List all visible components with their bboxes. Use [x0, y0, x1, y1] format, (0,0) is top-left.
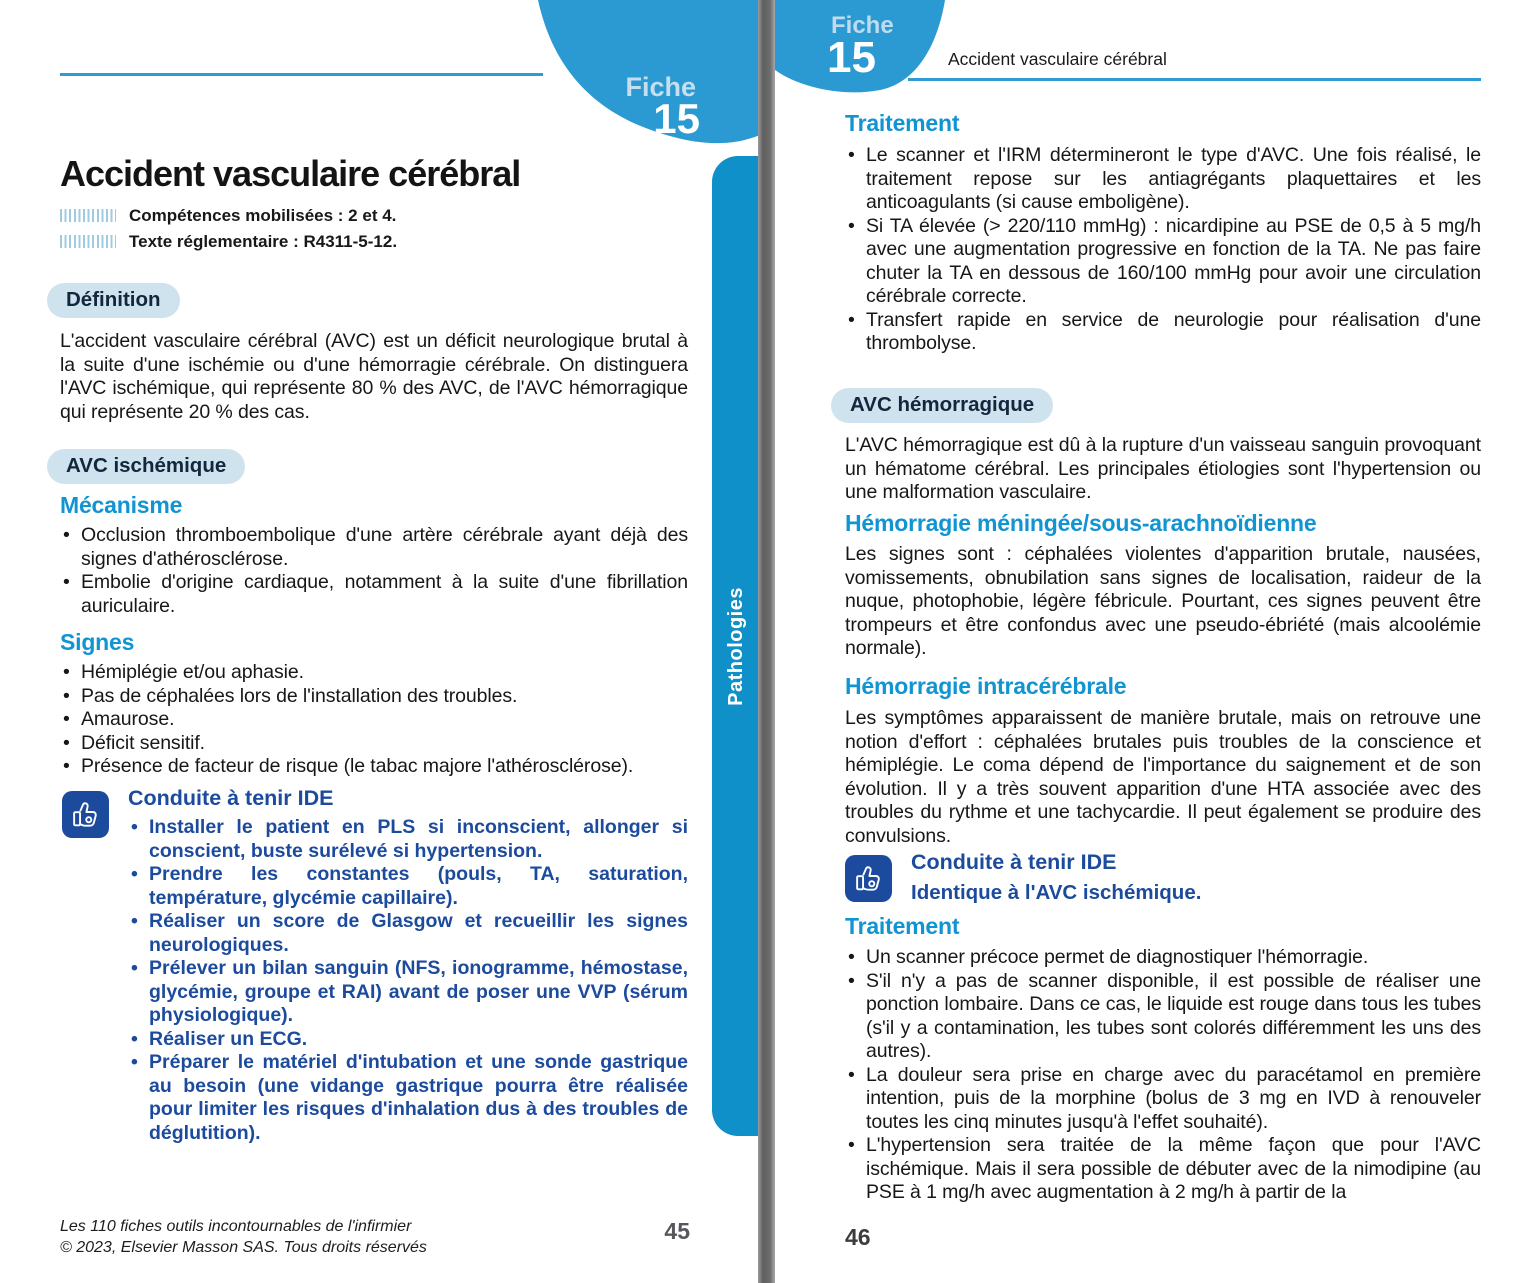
- fiche-number: 15: [827, 33, 876, 82]
- list-item: • Prélever un bilan sanguin (NFS, ionogramme, hémostase, glycémie, groupe et RAI) avant de poser une VVP (sérum physiologique).: [128, 957, 688, 1028]
- traitement-1-list: [845, 144, 1481, 356]
- meta-block: [60, 204, 397, 256]
- list-item: • Embolie d'origine cardiaque, notamment à la suite d'une fibrillation auriculaire.: [60, 571, 688, 618]
- page-number-right: 46: [845, 1224, 871, 1250]
- meta-line: [60, 204, 397, 227]
- list-item: • Le scanner et l'IRM détermineront le type d'AVC. Une fois réalisé, le traitement repose sur les antiagrégants plaquettaires et les anticoagulants (si cause emboligène).: [845, 144, 1481, 215]
- fiche-badge-left: [518, 0, 760, 155]
- section-pill-definition: Définition: [47, 283, 180, 318]
- fiche-label: Fiche: [625, 72, 696, 102]
- hatch-icon: [60, 209, 116, 222]
- signes-list: [60, 661, 688, 779]
- list-item: • Occlusion thromboembolique d'une artère cérébrale ayant déjà des signes d'athérosclérose.: [60, 524, 688, 571]
- traitement-2-list: [845, 946, 1481, 1205]
- section-pill-avc-hemorragique: AVC hémorragique: [831, 388, 1053, 423]
- conduite-block-left: [62, 786, 688, 1145]
- list-item: • Réaliser un score de Glasgow et recueillir les signes neurologiques.: [128, 910, 688, 957]
- list-item: • Amaurose.: [60, 708, 688, 732]
- conduite-heading: Conduite à tenir IDE: [911, 850, 1117, 874]
- running-head: Accident vasculaire cérébral: [948, 49, 1167, 69]
- intracerebrale-paragraph: Les symptômes apparaissent de manière brutale, mais on retrouve une notion d'effort : céphalées brutales puis troubles de la conscience et hémiplégie. Le coma dépend de l'importance du saignement et de son évolution. Il y a très souvent apparition d'une HTA associée avec des troubles du rythme et une tachycardie. Il peut également se produire des convulsions.: [845, 707, 1481, 847]
- thumbs-up-icon: [62, 791, 109, 838]
- meta-text: Texte réglementaire : R4311-5-12.: [129, 231, 398, 251]
- definition-paragraph: L'accident vasculaire cérébral (AVC) est un déficit neurologique brutal à la suite d'une ischémie ou d'une hémorragie cérébrale. On distinguera l'AVC ischémique, qui représente 80 % des AVC, de l'AVC hémorragique qui représente 20 % des cas.: [60, 330, 688, 423]
- list-item: • Réaliser un ECG.: [128, 1028, 688, 1052]
- hatch-icon: [60, 235, 116, 248]
- fiche-number: 15: [653, 95, 700, 142]
- page-gutter: [758, 0, 775, 1283]
- fiche-label: Fiche: [831, 12, 894, 39]
- list-item: • Pas de céphalées lors de l'installation des troubles.: [60, 685, 688, 709]
- footer-series-title: Les 110 fiches outils incontournables de l'infirmier: [60, 1218, 412, 1235]
- conduite-heading: Conduite à tenir IDE: [128, 786, 334, 810]
- thumbs-up-icon: [845, 855, 892, 902]
- list-item: • Un scanner précoce permet de diagnostiquer l'hémorragie.: [845, 946, 1481, 970]
- list-item: • S'il n'y a pas de scanner disponible, il est possible de réaliser une ponction lombaire. Dans ce cas, le liquide est rouge dans tous les tubes (s'il y a contamination, les tubes sont colorés différemment les uns des autres).: [845, 970, 1481, 1064]
- heading-mecanisme: Mécanisme: [60, 492, 183, 518]
- heading-hemorragie-meningee: Hémorragie méningée/sous-arachnoïdienne: [845, 510, 1317, 536]
- list-item: • Transfert rapide en service de neurologie pour réalisation d'une thrombolyse.: [845, 309, 1481, 356]
- footer: [60, 1216, 427, 1258]
- heading-traitement-1: Traitement: [845, 110, 960, 136]
- hemorragique-intro: L'AVC hémorragique est dû à la rupture d'un vaisseau sanguin provoquant un hématome cérébral. Les principales étiologies sont l'hypertension ou une malformation vasculaire.: [845, 434, 1481, 503]
- footer-copyright: © 2023, Elsevier Masson SAS. Tous droits réservés: [60, 1239, 427, 1256]
- page-number-left: 45: [664, 1218, 690, 1244]
- meningee-paragraph: Les signes sont : céphalées violentes d'apparition brutale, nausées, vomissements, obnubilation sans signes de localisation, raideur de la nuque, photophobie, légère fébricule. Pourtant, ces signes peuvent être trompeurs et être confondus avec une pseudo-ébriété (mais alcoolémie normale).: [845, 543, 1481, 659]
- conduite-text: Identique à l'AVC ischémique.: [911, 881, 1202, 904]
- list-item: • L'hypertension sera traitée de la même façon que pour l'AVC ischémique. Mais il sera possible de débuter avec de la nimodipine (au PSE à 1 mg/h avec augmentation à 2 mg/h à partir de la: [845, 1134, 1481, 1205]
- list-item: • Prendre les constantes (pouls, TA, saturation, température, glycémie capillaire).: [128, 863, 688, 910]
- heading-traitement-2: Traitement: [845, 913, 960, 939]
- meta-line: [60, 230, 397, 253]
- mecanisme-list: [60, 524, 688, 618]
- list-item: • Déficit sensitif.: [60, 732, 688, 756]
- heading-signes: Signes: [60, 629, 135, 655]
- list-item: • Installer le patient en PLS si inconscient, allonger si conscient, buste surélevé si hypertension.: [128, 816, 688, 863]
- list-item: • Si TA élevée (> 220/110 mmHg) : nicardipine au PSE de 0,5 à 5 mg/h avec une augmentation progressive en fonction de la TA. Ne pas faire chuter la TA en dessous de 160/100 mmHg pour avoir une circulation cérébrale correcte.: [845, 215, 1481, 309]
- meta-text: Compétences mobilisées : 2 et 4.: [129, 205, 397, 225]
- right-header-rule: [908, 78, 1481, 81]
- list-item: • Présence de facteur de risque (le tabac majore l'athérosclérose).: [60, 755, 688, 779]
- list-item: • Hémiplégie et/ou aphasie.: [60, 661, 688, 685]
- section-pill-avc-ischemique: AVC ischémique: [47, 449, 245, 484]
- sidebar-tab-label: Pathologies: [724, 586, 747, 706]
- page-title: Accident vasculaire cérébral: [60, 153, 521, 194]
- left-header-rule: [60, 73, 543, 76]
- list-item: • La douleur sera prise en charge avec du paracétamol en première intention, puis de la morphine (bolus de 3 mg en IVD à renouveler toutes les cinq minutes jusqu'à l'effet souhaité).: [845, 1064, 1481, 1135]
- sidebar-tab-pathologies: [712, 156, 760, 1136]
- conduite-block-right: [845, 850, 1481, 905]
- list-item: • Préparer le matériel d'intubation et une sonde gastrique au besoin (une vidange gastrique pourra être réalisée pour limiter les risques d'inhalation dus à des troubles de déglutition).: [128, 1051, 688, 1145]
- fiche-badge-right: [775, 0, 951, 100]
- heading-hemorragie-intracerebrale: Hémorragie intracérébrale: [845, 673, 1127, 699]
